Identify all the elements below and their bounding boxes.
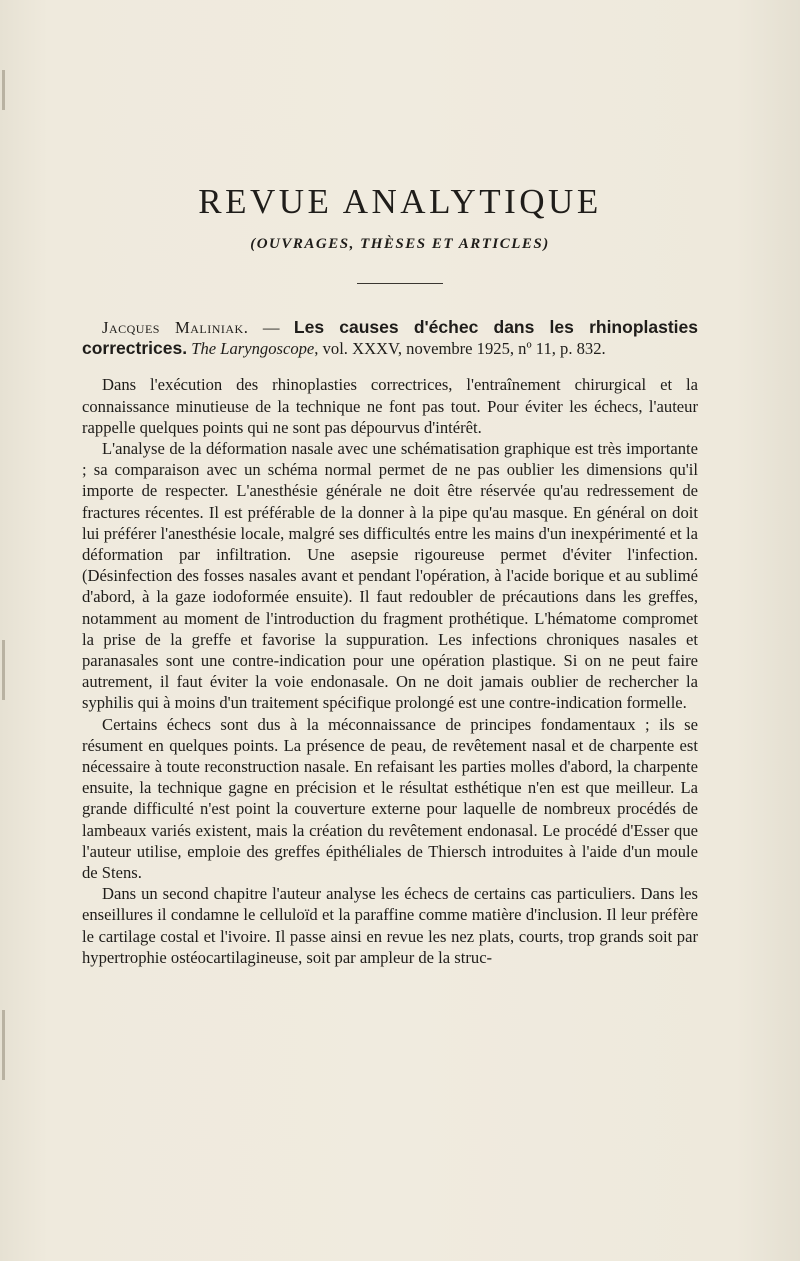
citation-details: , vol. XXXV, novembre 1925, nº 11, p. 832. (314, 339, 606, 359)
body-paragraph: Dans l'exécution des rhinoplasties correctrices, l'entraînement chirurgical et la connaissance minutieuse de la technique ne font pas tout. Pour éviter les échecs, l'auteur rappelle quelques points qui ne sont pas dépourvus d'intérêt. (82, 375, 698, 437)
citation-separator: — (248, 318, 294, 337)
body-paragraph: L'analyse de la déformation nasale avec une schématisation graphique est très importante ; sa comparaison avec un schéma normal permet de ne pas oublier les dimensions qu'il importe de respecter. L'anesthésie générale ne doit être réservée qu'au redressement de fractures récentes. Il est préférable de la donner à la pipe qu'au masque. En général on doit lui préférer l'anesthésie locale, malgré ses difficultés entre les mains d'un inexpérimenté et la déformation par infiltration. Une asepsie rigoureuse permet d'éviter l'infection. (Désinfection des fosses nasales avant et pendant l'opération, à l'acide borique et au sublimé d'abord, à la gaze iodoformée ensuite). Il faut redoubler de précautions dans les greffes, notamment au moment de l'introduction du fragment prothétique. L'hématome compromet la prise de la greffe et favorise la suppuration. Les infections chroniques nasales et paranasales sont une contre-indication pour une opération plastique. Si on ne peut faire autrement, il faut éviter la voie endonasale. On ne doit jamais oublier de rechercher la syphilis qui à moins d'un traitement spécifique prolongé est une contre-indication formelle. (82, 439, 698, 713)
citation-journal: The Laryngoscope (191, 339, 315, 359)
page-edge-mark (2, 70, 5, 110)
page-edge-mark (2, 1010, 5, 1080)
review-entry (82, 317, 698, 968)
title-divider (357, 283, 443, 284)
citation (82, 317, 698, 359)
citation-title: Les causes d'échec dans les rhinoplasties correctrices. (82, 317, 698, 359)
section-subtitle: (OUVRAGES, THÈSES ET ARTICLES) (250, 236, 550, 252)
section-title: REVUE ANALYTIQUE (198, 182, 602, 221)
body-paragraph: Certains échecs sont dus à la méconnaissance de principes fondamentaux ; ils se résument en quelques points. La présence de peau, de revêtement nasal et de charpente est nécessaire à toute reconstruction nasale. En refaisant les parties molles d'abord, la charpente ensuite, la technique gagne en précision et le résultat esthétique n'en est que meilleur. La grande difficulté n'est point la couverture externe pour laquelle de nombreux procédés de lambeaux variés existent, mais la création du revêtement endonasal. Le procédé d'Esser que l'auteur utilise, emploie des greffes épithéliales de Thiersch introduites à l'aide d'un moule de Stens. (82, 714, 698, 883)
body-paragraph: Dans un second chapitre l'auteur analyse les échecs de certains cas particuliers. Dans les enseillures il condamne le celluloïd et la paraffine comme matière d'inclusion. Il leur préfère le cartilage costal et l'ivoire. Il passe ainsi en revue les nez plats, courts, trop grands soit par hypertrophie ostéocartilagineuse, soit par ampleur de la struc- (82, 884, 698, 967)
page-edge-mark (2, 640, 5, 700)
citation-author: Jacques Maliniak. (102, 318, 249, 337)
